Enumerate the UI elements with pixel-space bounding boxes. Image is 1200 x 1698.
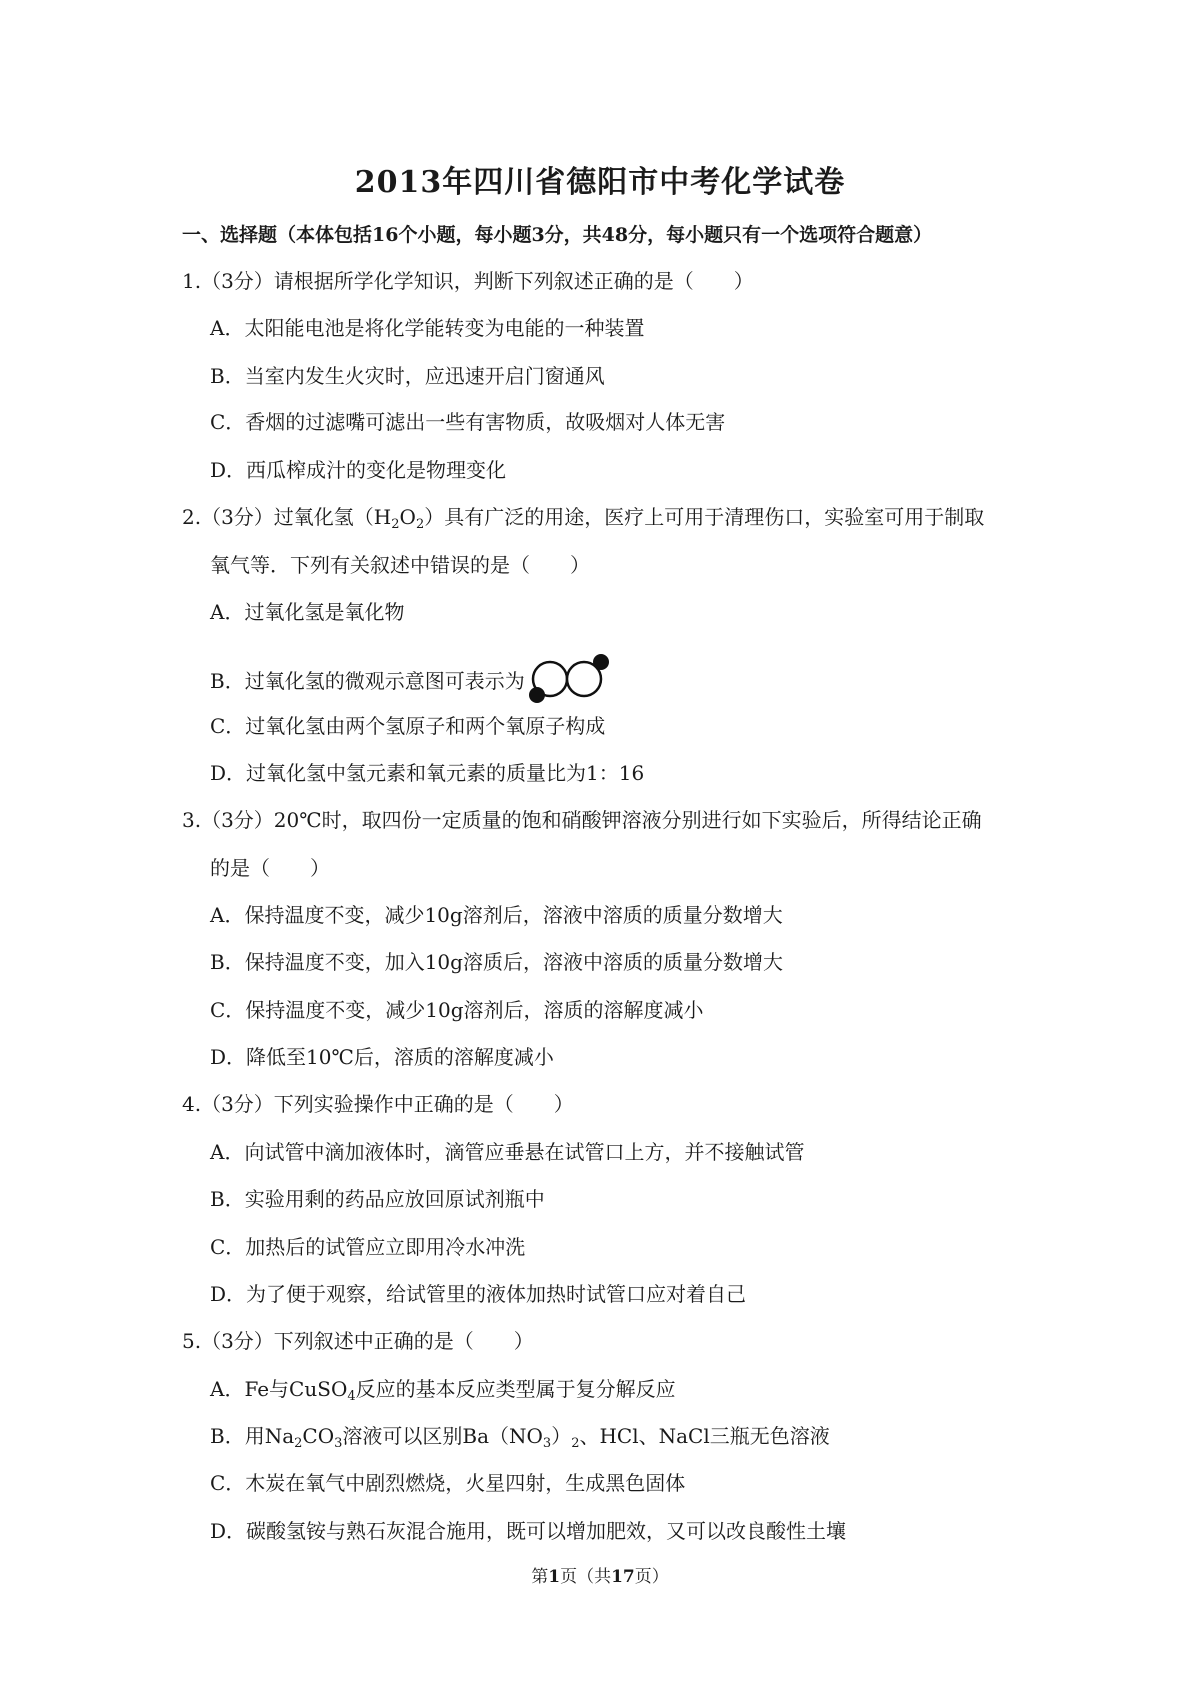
question-1-option-c: C．香烟的过滤嘴可滤出一些有害物质，故吸烟对人体无害	[210, 410, 726, 434]
question-1-option-b: B．当室内发生火灾时，应迅速开启门窗通风	[210, 364, 605, 388]
page-footer: 第1页（共17页）	[531, 1567, 669, 1587]
question-5-stem: 5.（3分）下列叙述中正确的是（ ）	[182, 1329, 534, 1353]
question-5-option-a: A．Fe与CuSO$_4$反应的基本反应类型属于复分解反应	[210, 1377, 676, 1404]
page-number: 1	[548, 1567, 561, 1587]
question-2-option-a: A．过氧化氢是氧化物	[210, 600, 405, 624]
question-3-stem: 3.（3分）20℃时，取四份一定质量的饱和硝酸钾溶液分别进行如下实验后，所得结论正确	[182, 808, 982, 832]
question-2-stem-continued: 氧气等．下列有关叙述中错误的是（ ）	[210, 553, 590, 577]
question-4-option-b: B．实验用剩的药品应放回原试剂瓶中	[210, 1187, 545, 1211]
question-4-option-c: C．加热后的试管应立即用冷水冲洗	[210, 1235, 526, 1259]
question-2-option-b: B．过氧化氢的微观示意图可表示为	[210, 652, 613, 713]
page-title: 2013年四川省德阳市中考化学试卷	[354, 165, 846, 200]
section-header: 一、选择题（本体包括16个小题，每小题3分，共48分，每小题只有一个选项符合题意）	[182, 224, 933, 246]
question-2-stem: 2.（3分）过氧化氢$(H_2O_2)$具有广泛的用途，医疗上可用于清理伤口，实验室可用于制取	[182, 505, 985, 532]
question-5-option-c: C．木炭在氧气中剧烈燃烧，火星四射，生成黑色固体	[210, 1471, 686, 1495]
question-4-option-d: D．为了便于观察，给试管里的液体加热时试管口应对着自己	[210, 1282, 747, 1306]
question-4-option-a: A．向试管中滴加液体时，滴管应垂悬在试管口上方，并不接触试管	[210, 1140, 805, 1164]
question-3-stem-continued: 的是（ ）	[210, 856, 330, 880]
question-3-option-d: D．降低至10℃后，溶质的溶解度减小	[210, 1045, 554, 1069]
question-5-option-b: B．用$Na_2CO_3$溶液可以区别$Ba(NO_3)_2$、HCl、NaCl三瓶无色溶液	[210, 1424, 830, 1451]
question-2-option-c: C．过氧化氢由两个氢原子和两个氧原子构成	[210, 714, 606, 738]
question-1-option-d: D．西瓜榨成汁的变化是物理变化	[210, 458, 507, 482]
question-5-option-d: D．碳酸氢铵与熟石灰混合施用，既可以增加肥效，又可以改良酸性土壤	[210, 1519, 847, 1543]
question-1-stem: 1.（3分）请根据所学化学知识，判断下列叙述正确的是（ ）	[182, 269, 754, 293]
question-3-option-b: B．保持温度不变，加入10g溶质后，溶液中溶质的质量分数增大	[210, 950, 783, 974]
question-1-option-a: A．太阳能电池是将化学能转变为电能的一种装置	[210, 316, 645, 340]
hydrogen-peroxide-molecule-diagram	[529, 652, 613, 713]
page-total: 17	[611, 1567, 635, 1587]
question-4-stem: 4.（3分）下列实验操作中正确的是（ ）	[182, 1092, 574, 1116]
question-2-option-d: D．过氧化氢中氢元素和氧元素的质量比为1：16	[210, 761, 645, 785]
question-3-option-c: C．保持温度不变，减少10g溶剂后，溶质的溶解度减小	[210, 998, 704, 1022]
question-3-option-a: A．保持温度不变，减少10g溶剂后，溶液中溶质的质量分数增大	[210, 903, 783, 927]
